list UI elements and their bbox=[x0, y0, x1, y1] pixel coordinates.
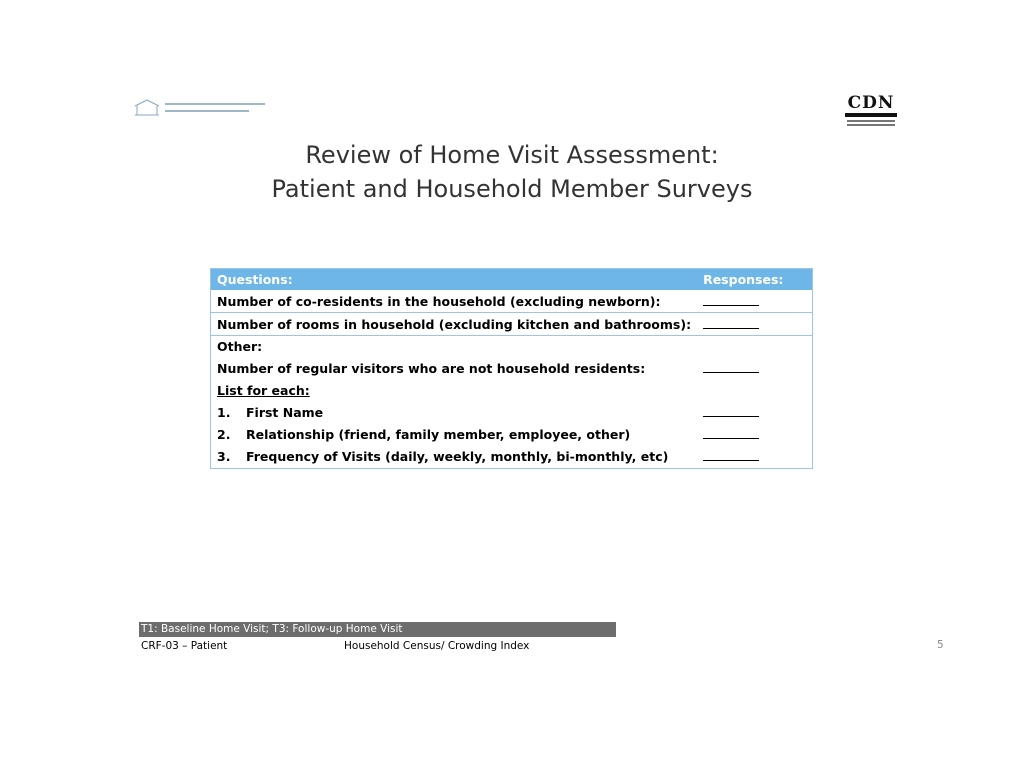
title-line-2: Patient and Household Member Surveys bbox=[271, 175, 753, 203]
table-row bbox=[211, 313, 813, 336]
question-rooms: Number of rooms in household (excluding kitchen and bathrooms): bbox=[211, 313, 698, 336]
page-number: 5 bbox=[937, 639, 944, 651]
cdn-logo bbox=[845, 94, 897, 130]
building-icon bbox=[133, 98, 161, 116]
questions-table bbox=[210, 268, 813, 469]
response-blank[interactable] bbox=[703, 402, 806, 424]
list-item-number: 1. bbox=[217, 405, 231, 420]
title-line-1: Review of Home Visit Assessment: bbox=[305, 141, 719, 169]
list-item bbox=[217, 446, 691, 468]
list-item-text: Frequency of Visits (daily, weekly, monthly, bi-monthly, etc) bbox=[246, 449, 669, 464]
other-label: Other: bbox=[217, 339, 263, 354]
visit-legend-bar: T1: Baseline Home Visit; T3: Follow-up Home Visit bbox=[139, 622, 616, 637]
table-row bbox=[211, 336, 813, 469]
response-blank[interactable] bbox=[703, 446, 806, 468]
response-blank[interactable] bbox=[703, 424, 806, 446]
list-item-number: 2. bbox=[217, 427, 231, 442]
form-title: Household Census/ Crowding Index bbox=[344, 640, 530, 652]
list-for-each-label: List for each: bbox=[217, 383, 310, 398]
list-item bbox=[217, 424, 691, 446]
list-item-text: Relationship (friend, family member, employee, other) bbox=[246, 427, 631, 442]
question-other-block bbox=[211, 336, 698, 469]
questions-header: Questions: bbox=[211, 269, 698, 291]
slide-title bbox=[0, 138, 1024, 206]
response-blank[interactable] bbox=[703, 358, 806, 380]
form-id: CRF-03 – Patient bbox=[141, 640, 228, 652]
table-header-row bbox=[211, 269, 813, 291]
response-column bbox=[697, 336, 812, 469]
list-item bbox=[217, 402, 691, 424]
cdn-logo-text: CDN bbox=[847, 93, 895, 113]
response-blank[interactable] bbox=[697, 290, 812, 313]
responses-header: Responses: bbox=[697, 269, 812, 291]
response-blank[interactable] bbox=[697, 313, 812, 336]
question-visitors: Number of regular visitors who are not household residents: bbox=[217, 361, 646, 376]
list-item-text: First Name bbox=[246, 405, 324, 420]
question-co-residents: Number of co-residents in the household (excluding newborn): bbox=[211, 290, 698, 313]
list-item-number: 3. bbox=[217, 449, 231, 464]
hospital-logo bbox=[133, 98, 273, 118]
table-row bbox=[211, 290, 813, 313]
